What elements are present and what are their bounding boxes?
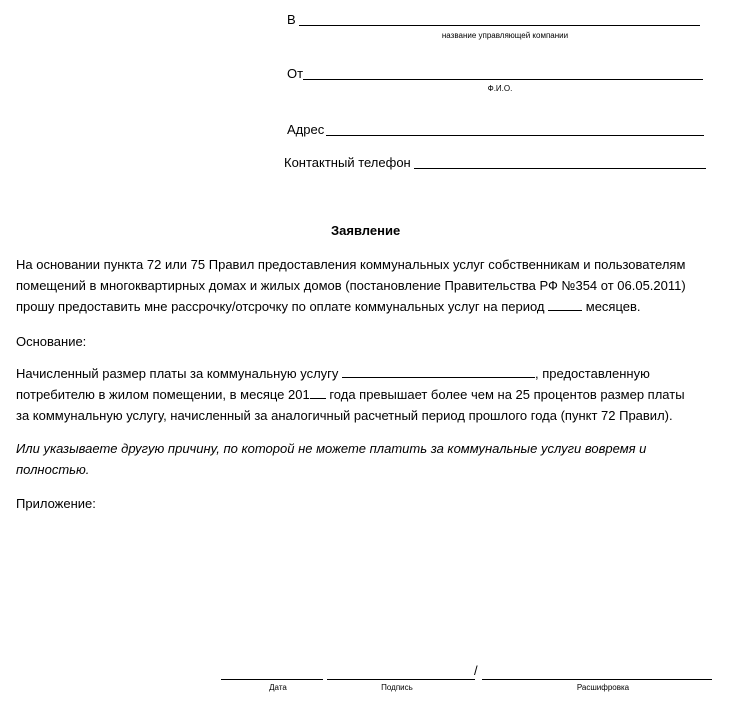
- para2-line2-text: потребителю в жилом помещении, в месяце 201: [16, 387, 310, 402]
- italic-line2: полностью.: [16, 462, 90, 477]
- to-caption: название управляющей компании: [441, 31, 569, 40]
- attachment-label: Приложение:: [16, 496, 96, 511]
- phone-label: Контактный телефон: [284, 155, 411, 170]
- address-field[interactable]: [326, 135, 704, 136]
- para2-line2: [16, 384, 685, 405]
- para1-line3-text: прошу предоставить мне рассрочку/отсрочку по оплате коммунальных услуг на период: [16, 299, 545, 314]
- para2-line2-end: года превышает более чем на 25 процентов размер платы: [329, 387, 685, 402]
- grounds-label: Основание:: [16, 334, 87, 349]
- signature-slash: /: [474, 663, 478, 678]
- para1-line3-end: месяцев.: [585, 299, 641, 314]
- date-caption: Дата: [269, 683, 287, 692]
- year-field[interactable]: [310, 384, 326, 399]
- para1-line2: помещений в многоквартирных домах и жилых домов (постановление Правительства РФ №354 от 06.05.2011): [16, 278, 686, 293]
- para1-line1: На основании пункта 72 или 75 Правил предоставления коммунальных услуг собственникам и пользователям: [16, 257, 686, 272]
- document-title: Заявление: [331, 223, 401, 238]
- para1-line3: [16, 296, 641, 317]
- from-caption: Ф.И.О.: [487, 84, 513, 93]
- to-label: В: [287, 12, 296, 27]
- decode-field[interactable]: [482, 679, 712, 680]
- sign-field[interactable]: [327, 679, 475, 680]
- from-label: От: [287, 66, 304, 81]
- service-field[interactable]: [342, 363, 535, 378]
- to-row: [287, 12, 296, 28]
- sign-caption: Подпись: [381, 683, 413, 692]
- italic-line1: Или указываете другую причину, по которой не можете платить за коммунальные услуги вовремя и: [16, 441, 647, 456]
- date-field[interactable]: [221, 679, 323, 680]
- period-field[interactable]: [548, 296, 582, 311]
- address-label: Адрес: [287, 122, 325, 137]
- phone-field[interactable]: [414, 168, 706, 169]
- from-field[interactable]: [303, 79, 703, 80]
- para2-line3: за коммунальную услугу, начисленный за аналогичный расчетный период прошлого года (пункт 72 Правил).: [16, 408, 673, 423]
- decode-caption: Расшифровка: [576, 683, 630, 692]
- para2-line1-text: Начисленный размер платы за коммунальную услугу: [16, 366, 339, 381]
- para2-line1-end: , предоставленную: [535, 366, 650, 381]
- to-field[interactable]: [299, 25, 700, 26]
- para2-line1: [16, 363, 650, 384]
